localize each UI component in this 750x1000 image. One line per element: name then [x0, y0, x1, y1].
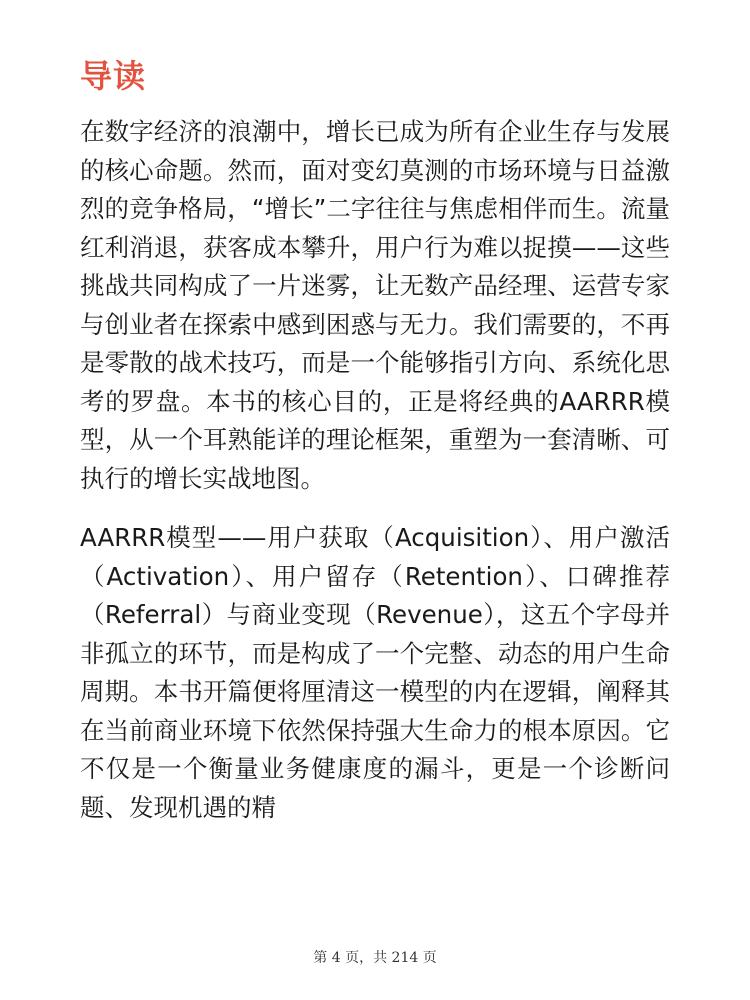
page-number-footer: 第 4 页，共 214 页	[313, 950, 437, 966]
body-text	[80, 113, 670, 827]
section-heading: 导读	[80, 57, 147, 95]
paragraph-intro: 在数字经济的浪潮中，增长已成为所有企业生存与发展的核心命题。然而，面对变幻莫测的市场环境与日益激烈的竞争格局，“增长”二字往往与焦虑相伴而生。流量红利消退，获客成本攀升，用户行为难以捉摸——这些挑战共同构成了一片迷雾，让无数产品经理、运营专家与创业者在探索中感到困惑与无力。我们需要的，不再是零散的战术技巧，而是一个能够指引方向、系统化思考的罗盘。本书的核心目的，正是将经典的AARRR模型，从一个耳熟能详的理论框架，重塑为一套清晰、可执行的增长实战地图。	[80, 117, 670, 493]
paragraph-aarrr: AARRR模型——用户获取（Acquisition）、用户激活（Activation）、用户留存（Retention）、口碑推荐（Referral）与商业变现（Revenue），这五个字母并非孤立的环节，而是构成了一个完整、动态的用户生命周期。本书开篇便将厘清这一模型的内在逻辑，阐释其在当前商业环境下依然保持强大生命力的根本原因。它不仅是一个衡量业务健康度的漏斗，更是一个诊断问题、发现机遇的精	[80, 523, 670, 822]
